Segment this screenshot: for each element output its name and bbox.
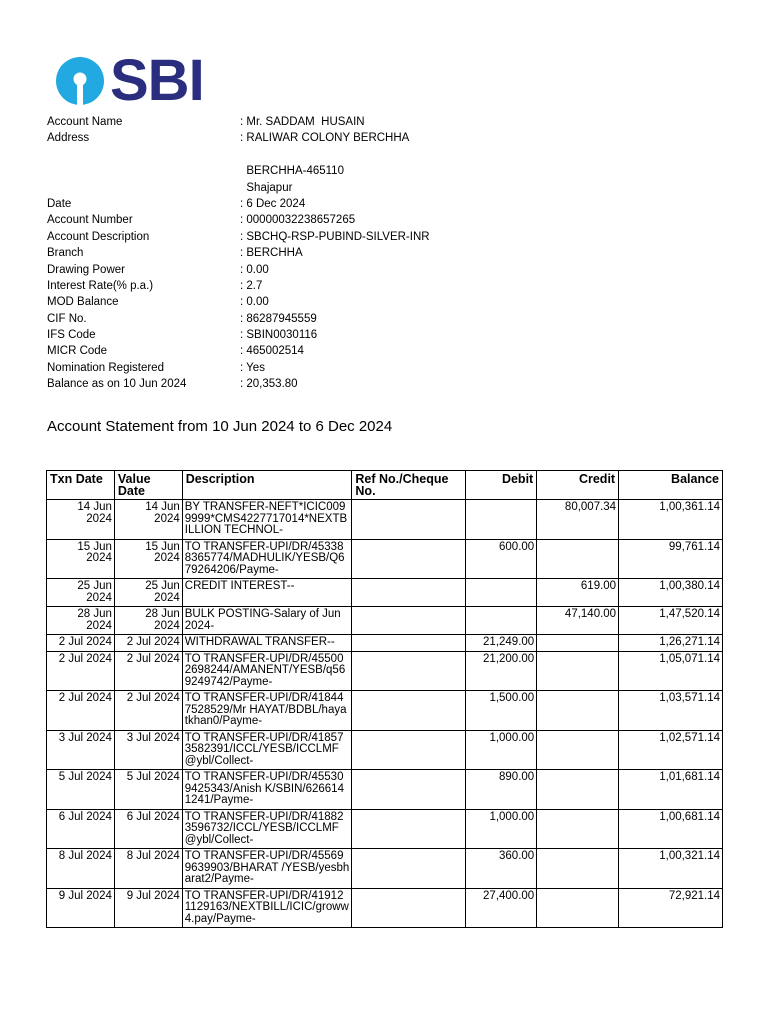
ref-no-cell bbox=[352, 651, 466, 691]
header-description: Description bbox=[182, 471, 352, 500]
ref-no-cell bbox=[352, 849, 466, 889]
value-date-cell: 2 Jul 2024 bbox=[114, 635, 182, 652]
ref-no-cell bbox=[352, 607, 466, 635]
info-row bbox=[47, 163, 430, 179]
info-label: Nomination Registered bbox=[47, 361, 164, 374]
ref-no-cell bbox=[352, 539, 466, 579]
description-cell: TO TRANSFER-UPI/DR/418447528529/Mr HAYAT/BDBL/hayatkhan0/Payme- bbox=[182, 691, 352, 731]
credit-cell: 619.00 bbox=[537, 579, 619, 607]
table-row bbox=[47, 635, 723, 652]
txn-date-cell: 2 Jul 2024 bbox=[47, 691, 115, 731]
value-date-cell: 5 Jul 2024 bbox=[114, 770, 182, 810]
txn-date-cell: 3 Jul 2024 bbox=[47, 730, 115, 770]
value-date-cell: 6 Jul 2024 bbox=[114, 809, 182, 849]
credit-cell: 80,007.34 bbox=[537, 500, 619, 540]
balance-cell: 1,02,571.14 bbox=[619, 730, 723, 770]
ref-no-cell bbox=[352, 809, 466, 849]
statement-title: Account Statement from 10 Jun 2024 to 6 Dec 2024 bbox=[47, 418, 393, 435]
balance-cell: 1,01,681.14 bbox=[619, 770, 723, 810]
info-row bbox=[47, 311, 430, 327]
credit-cell bbox=[537, 770, 619, 810]
balance-cell: 1,00,361.14 bbox=[619, 500, 723, 540]
info-row bbox=[47, 147, 430, 163]
description-cell: TO TRANSFER-UPI/DR/455002698244/AMANENT/YESB/q569249742/Payme- bbox=[182, 651, 352, 691]
description-cell: CREDIT INTEREST-- bbox=[182, 579, 352, 607]
debit-cell: 1,500.00 bbox=[466, 691, 537, 731]
info-value: : 2.7 bbox=[240, 279, 263, 292]
debit-cell bbox=[466, 607, 537, 635]
description-cell: BY TRANSFER-NEFT*ICIC0099999*CMS4227717014*NEXTBILLION TECHNOL- bbox=[182, 500, 352, 540]
info-row bbox=[47, 343, 430, 359]
table-row bbox=[47, 888, 723, 928]
balance-cell: 1,00,321.14 bbox=[619, 849, 723, 889]
info-value: : 0.00 bbox=[240, 263, 269, 276]
table-row bbox=[47, 539, 723, 579]
description-cell: BULK POSTING-Salary of Jun 2024- bbox=[182, 607, 352, 635]
table-row bbox=[47, 849, 723, 889]
info-value: : SBCHQ-RSP-PUBIND-SILVER-INR bbox=[240, 230, 430, 243]
balance-cell: 1,05,071.14 bbox=[619, 651, 723, 691]
info-value: Shajapur bbox=[240, 181, 293, 194]
ref-no-cell bbox=[352, 500, 466, 540]
info-label: Interest Rate(% p.a.) bbox=[47, 279, 154, 292]
info-value: : 86287945559 bbox=[240, 312, 317, 325]
header-ref-no: Ref No./Cheque No. bbox=[352, 471, 466, 500]
debit-cell bbox=[466, 579, 537, 607]
description-cell: TO TRANSFER-UPI/DR/455699639903/BHARAT /YESB/yesbharat2/Payme- bbox=[182, 849, 352, 889]
info-value: BERCHHA-465110 bbox=[240, 165, 344, 178]
table-row bbox=[47, 607, 723, 635]
value-date-cell: 28 Jun 2024 bbox=[114, 607, 182, 635]
credit-cell bbox=[537, 888, 619, 928]
value-date-cell: 9 Jul 2024 bbox=[114, 888, 182, 928]
ref-no-cell bbox=[352, 635, 466, 652]
debit-cell bbox=[466, 500, 537, 540]
description-cell: TO TRANSFER-UPI/DR/418573582391/ICCL/YESB/ICCLMF@ybl/Collect- bbox=[182, 730, 352, 770]
balance-cell: 1,00,380.14 bbox=[619, 579, 723, 607]
info-label: Account Number bbox=[47, 214, 133, 227]
sbi-logo-text: SBI bbox=[110, 48, 204, 113]
info-row bbox=[47, 294, 430, 310]
info-label: MOD Balance bbox=[47, 296, 119, 309]
credit-cell bbox=[537, 539, 619, 579]
info-label: Account Description bbox=[47, 230, 150, 243]
value-date-cell: 25 Jun 2024 bbox=[114, 579, 182, 607]
sbi-logo bbox=[54, 48, 204, 113]
txn-date-cell: 28 Jun 2024 bbox=[47, 607, 115, 635]
info-row bbox=[47, 245, 430, 261]
info-row bbox=[47, 180, 430, 196]
info-label: Date bbox=[47, 197, 72, 210]
info-value: : BERCHHA bbox=[240, 247, 303, 260]
info-value: : SBIN0030116 bbox=[240, 329, 318, 342]
debit-cell: 1,000.00 bbox=[466, 730, 537, 770]
txn-date-cell: 2 Jul 2024 bbox=[47, 651, 115, 691]
txn-date-cell: 5 Jul 2024 bbox=[47, 770, 115, 810]
txn-date-cell: 9 Jul 2024 bbox=[47, 888, 115, 928]
ref-no-cell bbox=[352, 888, 466, 928]
description-cell: TO TRANSFER-UPI/DR/419121129163/NEXTBILL/ICIC/groww4.pay/Payme- bbox=[182, 888, 352, 928]
header-debit: Debit bbox=[466, 471, 537, 500]
value-date-cell: 8 Jul 2024 bbox=[114, 849, 182, 889]
balance-cell: 1,00,681.14 bbox=[619, 809, 723, 849]
info-label: Address bbox=[47, 132, 90, 145]
txn-date-cell: 8 Jul 2024 bbox=[47, 849, 115, 889]
balance-cell: 99,761.14 bbox=[619, 539, 723, 579]
value-date-cell: 14 Jun 2024 bbox=[114, 500, 182, 540]
account-info bbox=[47, 114, 430, 393]
info-row bbox=[47, 360, 430, 376]
info-value: : RALIWAR COLONY BERCHHA bbox=[240, 132, 410, 145]
ref-no-cell bbox=[352, 579, 466, 607]
info-value: : 00000032238657265 bbox=[240, 214, 356, 227]
table-header-row bbox=[47, 471, 723, 500]
description-cell: TO TRANSFER-UPI/DR/453388365774/MADHULIK/YESB/Q679264206/Payme- bbox=[182, 539, 352, 579]
value-date-cell: 3 Jul 2024 bbox=[114, 730, 182, 770]
info-value: : 20,353.80 bbox=[240, 378, 298, 391]
debit-cell: 27,400.00 bbox=[466, 888, 537, 928]
debit-cell: 890.00 bbox=[466, 770, 537, 810]
info-label bbox=[47, 163, 240, 179]
balance-cell: 1,26,271.14 bbox=[619, 635, 723, 652]
balance-cell: 72,921.14 bbox=[619, 888, 723, 928]
info-row bbox=[47, 196, 430, 212]
info-label: Balance as on 10 Jun 2024 bbox=[47, 378, 187, 391]
value-date-cell: 15 Jun 2024 bbox=[114, 539, 182, 579]
info-row bbox=[47, 278, 430, 294]
debit-cell: 360.00 bbox=[466, 849, 537, 889]
credit-cell bbox=[537, 635, 619, 652]
description-cell: TO TRANSFER-UPI/DR/418823596732/ICCL/YESB/ICCLMF@ybl/Collect- bbox=[182, 809, 352, 849]
debit-cell: 21,200.00 bbox=[466, 651, 537, 691]
table-row bbox=[47, 651, 723, 691]
debit-cell: 600.00 bbox=[466, 539, 537, 579]
transactions-table bbox=[46, 470, 723, 928]
info-row bbox=[47, 327, 430, 343]
info-value: : Yes bbox=[240, 361, 265, 374]
info-row bbox=[47, 212, 430, 228]
info-value: : 0.00 bbox=[240, 296, 269, 309]
debit-cell: 1,000.00 bbox=[466, 809, 537, 849]
balance-cell: 1,47,520.14 bbox=[619, 607, 723, 635]
info-value: : 6 Dec 2024 bbox=[240, 197, 306, 210]
info-row bbox=[47, 376, 430, 392]
credit-cell bbox=[537, 849, 619, 889]
debit-cell: 21,249.00 bbox=[466, 635, 537, 652]
info-label: Drawing Power bbox=[47, 263, 125, 276]
credit-cell bbox=[537, 651, 619, 691]
sbi-logo-icon bbox=[54, 55, 106, 107]
value-date-cell: 2 Jul 2024 bbox=[114, 651, 182, 691]
info-row bbox=[47, 114, 430, 130]
table-row bbox=[47, 691, 723, 731]
info-label bbox=[47, 180, 240, 196]
credit-cell: 47,140.00 bbox=[537, 607, 619, 635]
credit-cell bbox=[537, 691, 619, 731]
txn-date-cell: 25 Jun 2024 bbox=[47, 579, 115, 607]
info-label: Account Name bbox=[47, 116, 123, 128]
table-row bbox=[47, 579, 723, 607]
txn-date-cell: 14 Jun 2024 bbox=[47, 500, 115, 540]
txn-date-cell: 6 Jul 2024 bbox=[47, 809, 115, 849]
table-row bbox=[47, 809, 723, 849]
info-row bbox=[47, 262, 430, 278]
table-row bbox=[47, 770, 723, 810]
credit-cell bbox=[537, 730, 619, 770]
header-value-date: Value Date bbox=[114, 471, 182, 500]
ref-no-cell bbox=[352, 770, 466, 810]
info-label: CIF No. bbox=[47, 312, 87, 325]
table-row bbox=[47, 500, 723, 540]
table-row bbox=[47, 730, 723, 770]
ref-no-cell bbox=[352, 730, 466, 770]
description-cell: TO TRANSFER-UPI/DR/455309425343/Anish K/SBIN/6266141241/Payme- bbox=[182, 770, 352, 810]
txn-date-cell: 15 Jun 2024 bbox=[47, 539, 115, 579]
info-label: MICR Code bbox=[47, 345, 108, 358]
header-txn-date: Txn Date bbox=[47, 471, 115, 500]
header-credit: Credit bbox=[537, 471, 619, 500]
txn-date-cell: 2 Jul 2024 bbox=[47, 635, 115, 652]
value-date-cell: 2 Jul 2024 bbox=[114, 691, 182, 731]
info-value: : 465002514 bbox=[240, 345, 304, 358]
info-label: IFS Code bbox=[47, 329, 96, 342]
ref-no-cell bbox=[352, 691, 466, 731]
credit-cell bbox=[537, 809, 619, 849]
info-label bbox=[47, 147, 240, 163]
info-value: : Mr. SADDAM HUSAIN bbox=[240, 116, 365, 128]
balance-cell: 1,03,571.14 bbox=[619, 691, 723, 731]
header-balance: Balance bbox=[619, 471, 723, 500]
description-cell: WITHDRAWAL TRANSFER-- bbox=[182, 635, 352, 652]
info-label: Branch bbox=[47, 247, 84, 260]
info-row bbox=[47, 229, 430, 245]
info-row bbox=[47, 130, 430, 146]
